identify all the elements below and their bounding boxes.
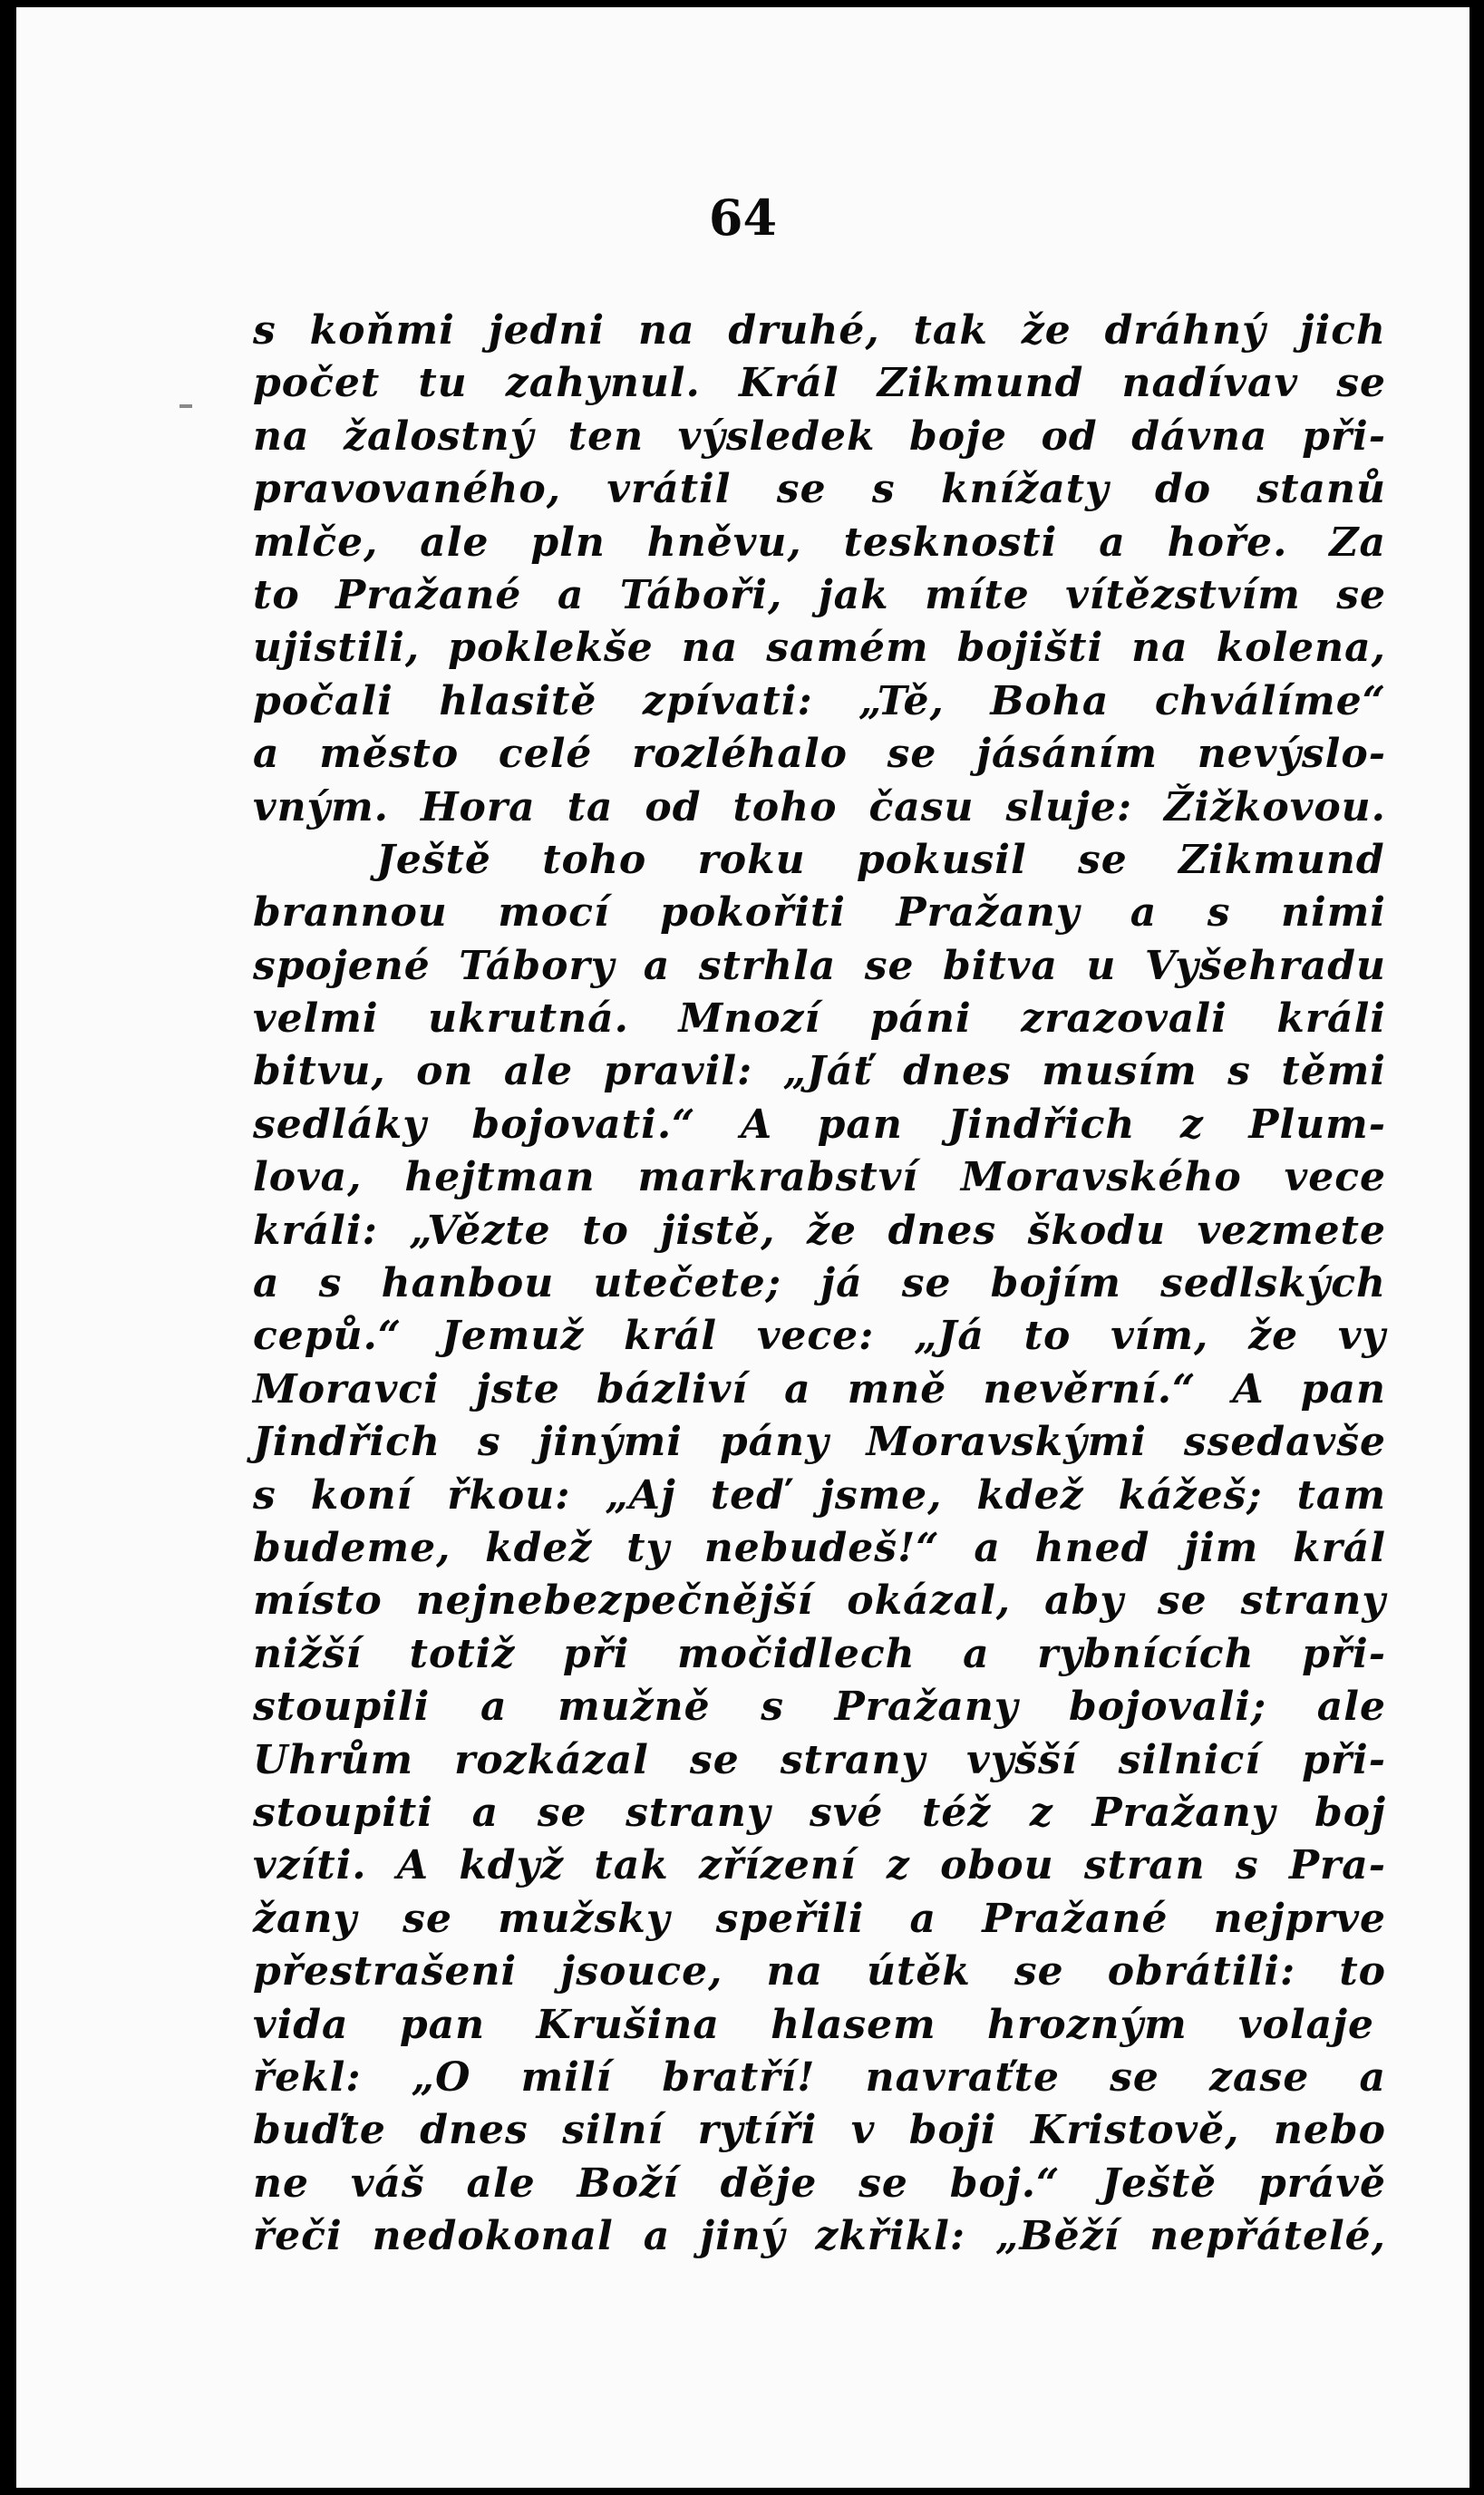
text-line: ujistili, poklekše na samém bojišti na kolena, bbox=[253, 625, 1386, 672]
text-line: spojené Tábory a strhla se bitva u Vyšehradu bbox=[253, 942, 1386, 989]
text-line: stoupili a mužně s Pražany bojovali; ale bbox=[253, 1684, 1386, 1731]
text-line: králi: „Vězte to jistě, že dnes škodu vezmete bbox=[253, 1207, 1386, 1254]
text-line: vida pan Krušina hlasem hrozným volaje bbox=[253, 2001, 1375, 2048]
text-line: řekl: „O milí bratří! navraťte se zase a bbox=[253, 2053, 1386, 2101]
text-line: pravovaného, vrátil se s knížaty do stanů bbox=[253, 466, 1386, 513]
text-line: Uhrům rozkázal se strany vyšší silnicí při- bbox=[253, 1736, 1386, 1783]
text-line: Jindřich s jinými pány Moravskými ssedavše bbox=[253, 1419, 1386, 1466]
text-line: bitvu, on ale pravil: „Jáť dnes musím s těmi bbox=[253, 1048, 1386, 1095]
text-line: na žalostný ten výsledek boje od dávna při- bbox=[253, 413, 1386, 460]
text-line: stoupiti a se strany své též z Pražany boj bbox=[253, 1789, 1386, 1836]
text-line: přestrašeni jsouce, na útěk se obrátili: to bbox=[253, 1948, 1386, 1995]
text-line: žany se mužsky speřili a Pražané nejprve bbox=[253, 1895, 1386, 1942]
text-line: cepů.“ Jemuž král vece: „Já to vím, že vy bbox=[253, 1313, 1386, 1360]
text-line: buďte dnes silní rytíři v boji Kristově, nebo bbox=[253, 2107, 1386, 2154]
paragraph-start-line: Ještě toho roku pokusil se Zikmund bbox=[376, 836, 1385, 883]
margin-mark bbox=[179, 404, 192, 408]
text-line: velmi ukrutná. Mnozí páni zrazovali králi bbox=[253, 995, 1386, 1043]
page-number: 64 bbox=[708, 189, 778, 247]
text-line: řeči nedokonal a jiný zkřikl: „Běží nepřátelé, bbox=[253, 2213, 1386, 2260]
text-line: mlče, ale pln hněvu, tesknosti a hoře. Za bbox=[253, 519, 1386, 566]
text-line: a s hanbou utečete; já se bojím sedlských bbox=[253, 1260, 1386, 1307]
text-line: budeme, kdež ty nebudeš!“ a hned jim král bbox=[253, 1524, 1386, 1571]
text-line: nižší totiž při močidlech a rybnících při- bbox=[253, 1630, 1386, 1677]
text-line: s koní řkou: „Aj teď jsme, kdež kážeš; tam bbox=[253, 1471, 1386, 1519]
text-line: počali hlasitě zpívati: „Tě, Boha chválíme“ bbox=[253, 677, 1386, 724]
text-line: Moravci jste bázliví a mně nevěrní.“ A pan bbox=[253, 1365, 1386, 1413]
body-text bbox=[253, 305, 1386, 2263]
text-line: místo nejnebezpečnější okázal, aby se strany bbox=[253, 1578, 1386, 1625]
text-line: vným. Hora ta od toho času sluje: Žižkovou. bbox=[253, 783, 1386, 830]
text-line: to Pražané a Táboři, jak míte vítězstvím se bbox=[253, 571, 1386, 618]
text-line: a město celé rozléhalo se jásáním nevýslo- bbox=[253, 731, 1386, 778]
book-page bbox=[16, 7, 1469, 2488]
text-line: lova, hejtman markrabství Moravského vece bbox=[253, 1154, 1386, 1201]
text-line: s koňmi jedni na druhé, tak že dráhný jich bbox=[253, 307, 1386, 354]
text-line: sedláky bojovati.“ A pan Jindřich z Plum- bbox=[253, 1101, 1386, 1148]
text-line: ne váš ale Boží děje se boj.“ Ještě právě bbox=[253, 2160, 1386, 2207]
text-line: brannou mocí pokořiti Pražany a s nimi bbox=[253, 889, 1386, 937]
text-line: vzíti. A když tak zřízení z obou stran s Pra- bbox=[253, 1842, 1386, 1889]
text-line: počet tu zahynul. Král Zikmund nadívav se bbox=[253, 360, 1386, 407]
